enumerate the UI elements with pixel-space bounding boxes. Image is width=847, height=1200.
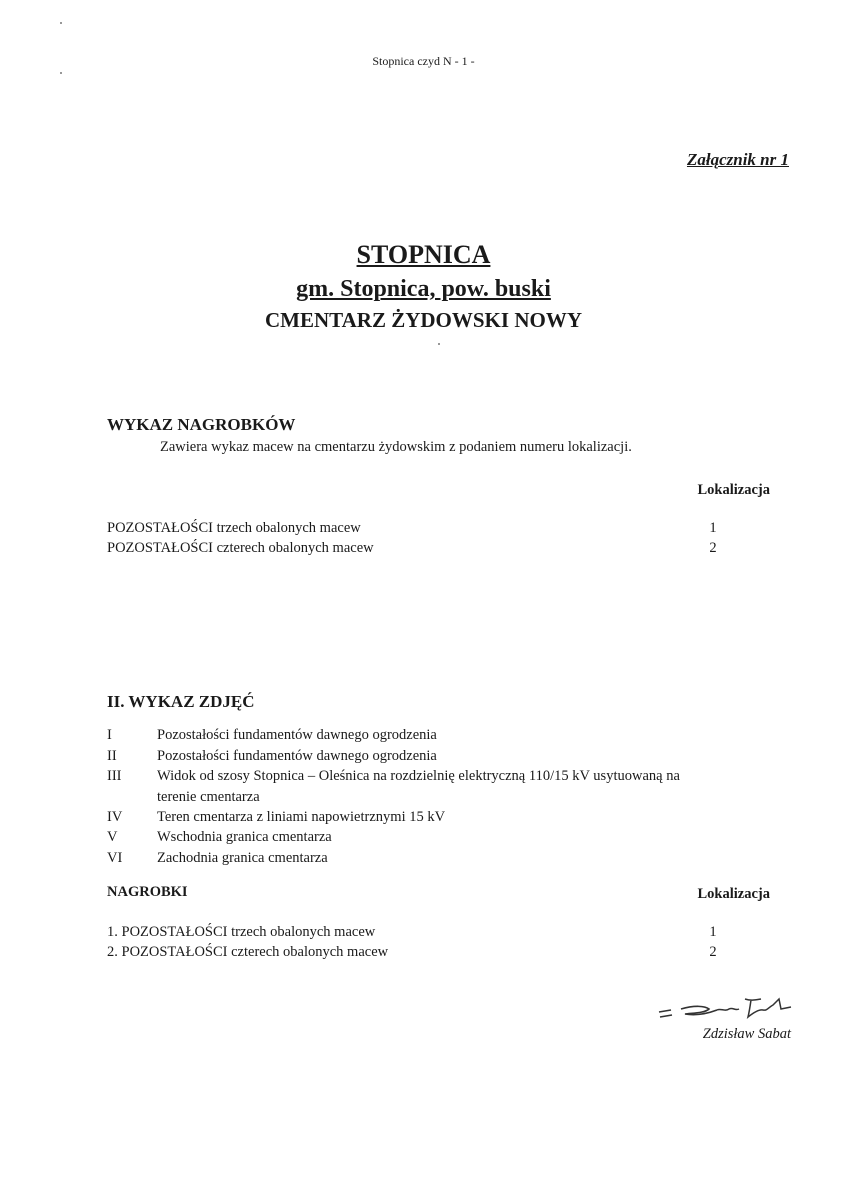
- section1-heading: WYKAZ NAGROBKÓW: [107, 415, 296, 434]
- photo-description: Pozostałości fundamentów dawnego ogrodzenia: [157, 748, 437, 764]
- section2-heading: II. WYKAZ ZDJĘĆ: [107, 692, 255, 711]
- section1-row-name: POZOSTAŁOŚCI czterech obalonych macew: [107, 540, 374, 556]
- photo-numeral: V: [107, 829, 118, 845]
- signature-name: Zdzisław Sabat: [702, 1026, 791, 1042]
- title-cemetery: CMENTARZ ŻYDOWSKI NOWY: [265, 308, 582, 332]
- photo-numeral: III: [107, 768, 122, 784]
- photo-description: Wschodnia granica cmentarza: [157, 829, 332, 845]
- section1-row-name: POZOSTAŁOŚCI trzech obalonych macew: [107, 520, 361, 536]
- scan-speck: [438, 343, 440, 345]
- section1-description: Zawiera wykaz macew na cmentarzu żydowskim z podaniem numeru lokalizacji.: [160, 439, 632, 455]
- title-subtitle: gm. Stopnica, pow. buski: [296, 276, 551, 302]
- photo-numeral: I: [107, 727, 112, 743]
- section3-heading: NAGROBKI: [107, 884, 188, 900]
- annex-label: Załącznik nr 1: [686, 150, 789, 169]
- photo-description: Teren cmentarza z liniami napowietrznymi 15 kV: [157, 809, 446, 825]
- section3-row-location: 1: [709, 924, 717, 940]
- section3-row-name: 1. POZOSTAŁOŚCI trzech obalonych macew: [107, 924, 376, 940]
- photo-description-continued: terenie cmentarza: [157, 789, 260, 805]
- section1-row-location: 1: [709, 520, 717, 536]
- photo-description: Zachodnia granica cmentarza: [157, 850, 328, 866]
- title-main: STOPNICA: [356, 240, 491, 269]
- photo-numeral: II: [107, 748, 117, 764]
- section3-column-header: Lokalizacja: [697, 886, 770, 902]
- section1-column-header: Lokalizacja: [697, 482, 770, 498]
- section3-row-location: 2: [709, 944, 717, 960]
- scan-speck: [60, 22, 62, 24]
- photo-description: Widok od szosy Stopnica – Oleśnica na rozdzielnię elektryczną 110/15 kV usytuowaną na: [157, 768, 680, 784]
- section3-row-name: 2. POZOSTAŁOŚCI czterech obalonych macew: [107, 944, 389, 960]
- scan-speck: [60, 72, 62, 74]
- photo-numeral: VI: [107, 850, 123, 866]
- section1-row-location: 2: [709, 540, 717, 556]
- handwritten-signature: [655, 995, 795, 1023]
- photo-description: Pozostałości fundamentów dawnego ogrodzenia: [157, 727, 437, 743]
- photo-numeral: IV: [107, 809, 123, 825]
- page-header: Stopnica czyd N - 1 -: [372, 54, 475, 68]
